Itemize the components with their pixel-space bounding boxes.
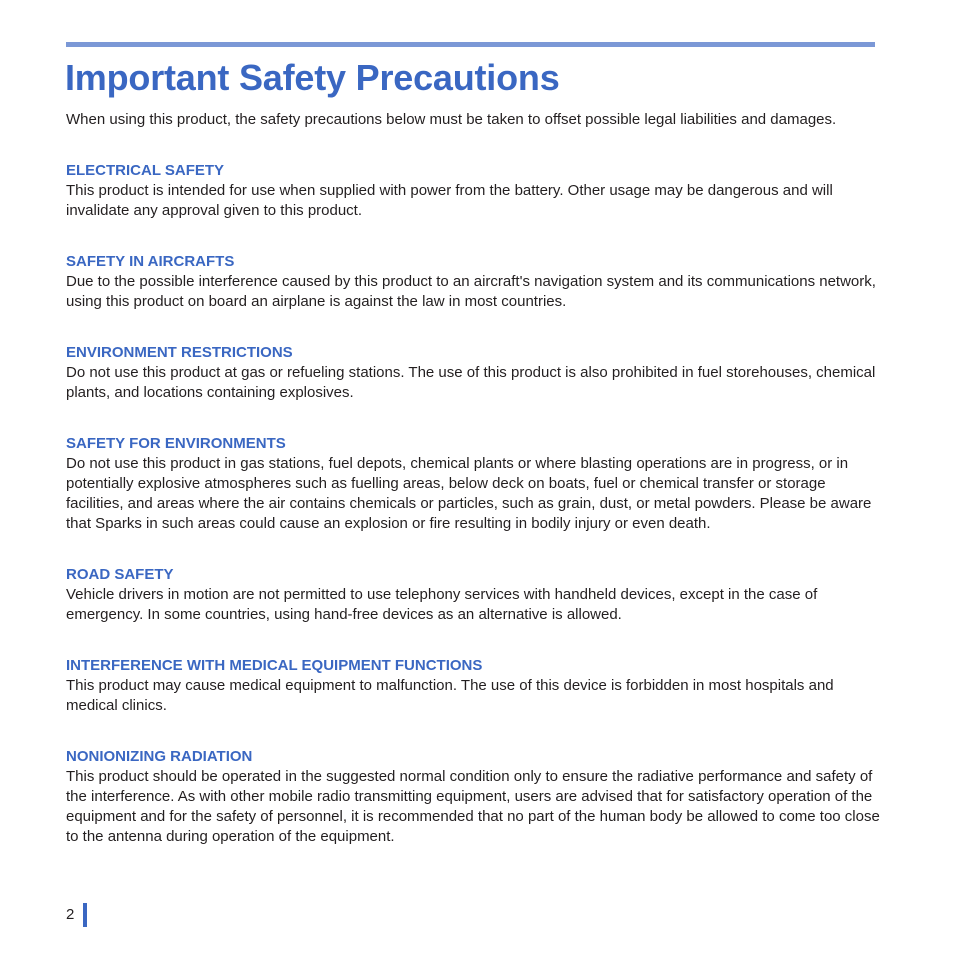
section-nonionizing-radiation [66, 747, 881, 847]
page-title: Important Safety Precautions [65, 57, 560, 98]
section-body: Do not use this product at gas or refueling stations. The use of this product is also prohibited in fuel storehouses, chemical plants, and locations containing explosives. [66, 364, 876, 401]
section-electrical-safety [66, 161, 881, 221]
section-body: This product may cause medical equipment to malfunction. The use of this device is forbidden in most hospitals and medical clinics. [66, 677, 834, 714]
section-body: Vehicle drivers in motion are not permitted to use telephony services with handheld devices, except in the case of emergency. In some countries, using hand-free devices as an alternative is allowed. [66, 586, 818, 623]
section-environment-restrictions [66, 343, 881, 403]
section-safety-in-aircrafts [66, 252, 881, 312]
section-heading: INTERFERENCE WITH MEDICAL EQUIPMENT FUNCTIONS [66, 657, 483, 674]
section-heading: ELECTRICAL SAFETY [66, 162, 225, 179]
section-road-safety [66, 565, 881, 625]
section-body: This product should be operated in the suggested normal condition only to ensure the radiative performance and safety of the interference. As with other mobile radio transmitting equipment, users are advised that for satisfactory operation of the equipment and for the safety of personnel, it is recommended that no part of the human body be allowed to come too close to the antenna during operation of the equipment. [66, 768, 880, 845]
section-safety-for-environments [66, 434, 881, 534]
top-rule [66, 42, 875, 47]
intro-paragraph: When using this product, the safety precautions below must be taken to offset possible legal liabilities and damages. [66, 111, 837, 128]
document-body [66, 110, 881, 847]
section-heading: SAFETY FOR ENVIRONMENTS [66, 435, 286, 452]
section-body: Do not use this product in gas stations, fuel depots, chemical plants or where blasting operations are in progress, or in potentially explosive atmospheres such as fuelling areas, below deck on boats, fuel or chemical transfer or storage facilities, and areas where the air contains chemicals or particles, such as grain, dust, or metal powders. Please be aware that Sparks in such areas could cause an explosion or fire resulting in bodily injury or even death. [66, 455, 872, 532]
section-heading: NONIONIZING RADIATION [66, 748, 253, 765]
section-heading: SAFETY IN AIRCRAFTS [66, 253, 235, 270]
page-number: 2 [66, 906, 75, 923]
section-medical-equipment [66, 656, 881, 716]
section-heading: ROAD SAFETY [66, 566, 174, 583]
section-heading: ENVIRONMENT RESTRICTIONS [66, 344, 293, 361]
page-number-bar [83, 903, 87, 927]
section-body: Due to the possible interference caused by this product to an aircraft's navigation system and its communications network, using this product on board an airplane is against the law in most countries. [66, 273, 876, 310]
section-body: This product is intended for use when supplied with power from the battery. Other usage may be dangerous and will invalidate any approval given to this product. [66, 182, 833, 219]
